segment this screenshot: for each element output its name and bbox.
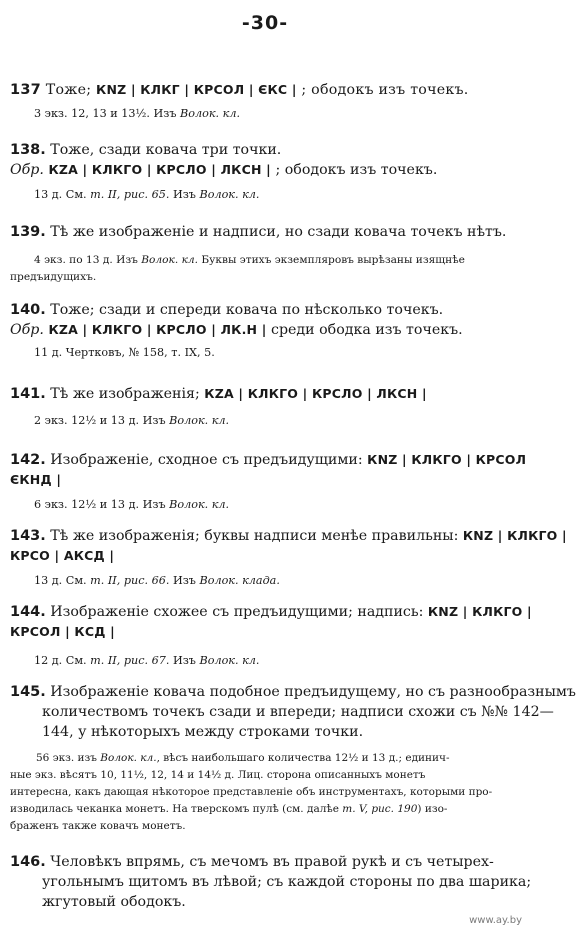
entry-note: 3 экз. 12, 13 и 13½. Изъ Волок. кл. — [34, 107, 241, 120]
entry-text: жгутовый ободокъ. — [42, 894, 186, 910]
entry-note: интересна, какъ дающая нѣкоторое представленіе объ инструментахъ, которыми про- — [10, 786, 493, 798]
entry-text: 138. Тоже, сзади ковача три точки. — [10, 142, 282, 158]
entry-text — [10, 622, 516, 642]
entry-text — [10, 470, 516, 490]
entry-text: количествомъ точекъ сзади и впереди; надписи схожи съ №№ 142— — [42, 704, 554, 720]
entry-note: 56 экз. изъ Волок. кл., вѣсъ наибольшаго количества 12½ и 13 д.; единич- — [36, 752, 450, 764]
entry-text: 142. Изображеніе, сходное съ предъидущими: КNZ | КЛКГО | КРСОЛ — [10, 452, 527, 468]
entry-note: 11 д. Чертковъ, № 158, т. IX, 5. — [34, 346, 215, 359]
entry-142 — [10, 450, 527, 513]
entry-140 — [10, 300, 516, 361]
entry-text: 143. Тѣ же изображенія; буквы надписи менѣе правильны: КNZ | КЛКГО | — [10, 528, 567, 544]
entry-138 — [10, 140, 516, 203]
entry-note: 4 экз. по 13 д. Изъ Волок. кл. Буквы этихъ экземпляровъ вырѣзаны изящнѣе — [34, 254, 465, 266]
entry-141 — [10, 384, 516, 429]
entry-139 — [10, 222, 516, 286]
obverse-label: Обр. — [10, 322, 44, 338]
watermark: www.ay.by — [469, 915, 522, 926]
entry-143 — [10, 526, 567, 589]
entry-text: угольнымъ щитомъ въ лѣвой; съ каждой стороны по два шарика; — [42, 874, 532, 890]
entry-146 — [10, 852, 532, 912]
entry-137 — [10, 80, 516, 122]
entry-text: 144. Изображеніе схожее съ предъидущими; надпись: КNZ | КЛКГО | — [10, 604, 532, 620]
legend-inscription: ЄКНД | — [10, 472, 62, 487]
entry-number: 143. — [10, 528, 46, 544]
entry-text: Обр. КZA | КЛКГО | КРСЛО | ЛКСН | ; ободокъ изъ точекъ. — [10, 162, 438, 178]
legend-inscription: КNZ | КЛКГО | КРСОЛ — [367, 452, 527, 467]
entry-144 — [10, 602, 532, 669]
entry-note: 13 д. См. т. II, рис. 65. Изъ Волок. кл. — [34, 188, 260, 201]
legend-inscription: КРСОЛ | КСД | — [10, 624, 115, 639]
legend-inscription: КZA | КЛКГО | КРСЛО | ЛКСН | — [43, 162, 271, 177]
legend-inscription: КZA | КЛКГО | КРСЛО | ЛКСН | — [204, 386, 427, 401]
legend-inscription: КNZ | КЛКГО | — [462, 528, 567, 543]
entry-note: предъидущихъ. — [10, 271, 97, 283]
obverse-label: Обр. — [10, 162, 44, 178]
entry-text — [10, 546, 516, 566]
entry-number: 146. — [10, 854, 46, 870]
entry-number: 137 — [10, 82, 42, 98]
entry-text: 141. Тѣ же изображенія; КZA | КЛКГО | КРСЛО | ЛКСН | — [10, 386, 427, 402]
legend-inscription: КРСО | АКСД | — [10, 548, 115, 563]
entry-number: 140. — [10, 302, 46, 318]
entry-note: 6 экз. 12½ и 13 д. Изъ Волок. кл. — [34, 498, 230, 511]
entry-number: 142. — [10, 452, 46, 468]
entry-text: 140. Тоже; сзади и спереди ковача по нѣсколько точекъ. — [10, 302, 444, 318]
page-number: -30- — [241, 12, 289, 34]
entry-text: 146. Человѣкъ впрямь, съ мечомъ въ правой рукѣ и съ четырех- — [10, 854, 494, 870]
entry-number: 138. — [10, 142, 46, 158]
entry-text: 139. Тѣ же изображеніе и надписи, но сзади ковача точекъ нѣтъ. — [10, 224, 507, 240]
entry-number: 141. — [10, 386, 46, 402]
entry-text: 137 Тоже; КNZ | КЛКГ | КРСОЛ | ЄКС | ; ободокъ изъ точекъ. — [10, 82, 469, 98]
entry-number: 145. — [10, 684, 46, 700]
entry-text: Обр. КZA | КЛКГО | КРСЛО | ЛК.Н | среди ободка изъ точекъ. — [10, 322, 463, 338]
entry-145 — [10, 682, 576, 835]
entry-note: 12 д. См. т. II, рис. 67. Изъ Волок. кл. — [34, 654, 260, 667]
entry-text: 144, у нѣкоторыхъ между строками точки. — [42, 724, 364, 740]
legend-inscription: КZA | КЛКГО | КРСЛО | ЛК.Н | — [43, 322, 267, 337]
legend-inscription: КNZ | КЛКГ | КРСОЛ | ЄКС | — [96, 82, 297, 97]
legend-inscription: КNZ | КЛКГО | — [427, 604, 532, 619]
entry-note: ные экз. вѣсятъ 10, 11½, 12, 14 и 14½ д. Лиц. сторона описанныхъ монетъ — [10, 769, 426, 781]
entry-note: 2 экз. 12½ и 13 д. Изъ Волок. кл. — [34, 414, 230, 427]
entry-note: 13 д. См. т. II, рис. 66. Изъ Волок. клада. — [34, 574, 280, 587]
entry-note: браженъ также ковачъ монетъ. — [10, 820, 186, 832]
entry-number: 139. — [10, 224, 46, 240]
entry-note: изводилась чеканка монетъ. На тверскомъ пулѣ (см. далѣе т. V, рис. 190) изо- — [10, 803, 448, 815]
entry-number: 144. — [10, 604, 46, 620]
entry-text: 145. Изображеніе ковача подобное предъидущему, но съ разнообразнымъ — [10, 684, 576, 700]
